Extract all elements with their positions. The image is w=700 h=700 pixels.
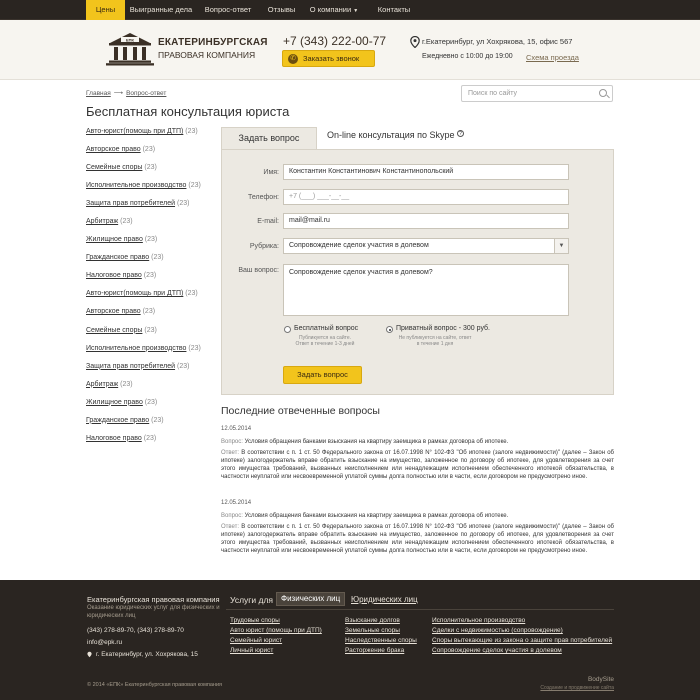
footer-tab-legal-entities[interactable]: Юридических лиц: [351, 595, 418, 604]
nav-item-won-cases[interactable]: Выигранные дела: [129, 5, 193, 14]
sidebar-item-count: (23): [144, 398, 158, 406]
qa-item: [221, 425, 614, 481]
footer-link[interactable]: Семейный юрист: [230, 637, 283, 644]
answer-key: Ответ:: [221, 450, 240, 456]
free-question-note-line2: Ответ в течение 1-3 дней: [295, 341, 355, 347]
form-tabs: [221, 127, 614, 149]
footer-copyright: © 2014 «ЕПК» Екатеринбургская правовая компания: [87, 682, 223, 688]
location-pin-icon: [410, 36, 420, 48]
question-form: [221, 149, 614, 395]
question-text: Условия обращения банками взыскания на квартиру заемщика в рамках договора об ипотеке.: [244, 513, 509, 519]
working-hours: Ежедневно с 10:00 до 19:00: [422, 53, 513, 60]
sidebar-item-count: (23): [177, 200, 190, 208]
sidebar-item[interactable]: [86, 399, 216, 417]
sidebar-item-count: (23): [142, 308, 156, 316]
sidebar-item[interactable]: [86, 363, 216, 381]
sidebar-item-label[interactable]: Семейные споры: [86, 326, 143, 334]
sidebar-categories: [86, 128, 216, 453]
sidebar-item[interactable]: [86, 381, 216, 399]
sidebar-item-count: (23): [185, 128, 198, 135]
sidebar-item-label[interactable]: Жилищное право: [86, 398, 143, 406]
footer-link[interactable]: Сопровождение сделок участия в долевом: [432, 647, 562, 654]
top-nav: [0, 0, 700, 20]
sidebar-item-count: (23): [188, 182, 201, 190]
footer-link[interactable]: Земельные споры: [345, 627, 400, 634]
sidebar-item[interactable]: [86, 308, 216, 326]
sidebar-item[interactable]: [86, 290, 216, 308]
answer-text: В соответствии с п. 1 ст. 50 Федерального закона от 16.07.1998 N° 102-ФЗ "Об ипотеке (залоге недвижимости)" (далее – Закон об ипотеке) залогодержатель вправе обратить взыскание на имущество, заложенное по договору об ипотеке, для удовлетворения за счет этого имущества требований, вызванных неисполнением или ненадлежащим исполнением обеспеченного ипотекой обязательства, в частности неуплатой или несвоевременной уплатой суммы долга полностью или в части, если договором не предусмотрено иное.: [221, 524, 614, 554]
recent-questions-title: Последние отвеченные вопросы: [221, 405, 380, 417]
footer-address: [87, 651, 198, 658]
footer-services-label: Услуги для: [230, 595, 274, 605]
private-question-note-line2: в течение 1 дня: [416, 341, 454, 347]
footer-phones: (343) 278-89-70, (343) 278-89-70: [87, 627, 184, 634]
header: [0, 20, 700, 80]
qa-item: [221, 499, 614, 555]
sidebar-item-count: (23): [143, 434, 157, 442]
sidebar-item[interactable]: [86, 272, 216, 290]
question-key: Вопрос:: [221, 513, 243, 519]
sidebar-item-count: (23): [177, 362, 190, 370]
callback-button[interactable]: [282, 50, 375, 67]
sidebar-item-label[interactable]: Авто-юрист(помощь при ДТП): [86, 128, 184, 135]
arrow-right-icon: ⟶: [113, 90, 124, 97]
nav-item-prices[interactable]: Цены: [86, 0, 125, 20]
qa-date: 12.05.2014: [221, 426, 252, 432]
header-address: г.Екатеринбург, ул Хохрякова, 15, офис 567: [422, 37, 573, 46]
footer-email-link[interactable]: info@epk.ru: [87, 639, 123, 646]
header-phone: +7 (343) 222-00-77: [283, 34, 387, 48]
sidebar-item-label[interactable]: Защита прав потребителей: [86, 200, 176, 208]
footer-link[interactable]: Личный юрист: [230, 647, 274, 654]
developer-note-link[interactable]: Создание и продвижение сайта: [540, 685, 614, 691]
page-title: Бесплатная консультация юриста: [86, 104, 290, 119]
nav-item-about[interactable]: [304, 0, 364, 20]
footer-link[interactable]: Сделки с недвижимостью (сопровождение): [432, 627, 563, 634]
rubric-select-value: Сопровождение сделок участия в долевом: [289, 242, 429, 249]
question-textarea[interactable]: Сопровождение сделок участия в долевом?: [283, 264, 569, 316]
nav-item-reviews[interactable]: Отзывы: [267, 5, 296, 14]
sidebar-item-count: (23): [120, 218, 133, 226]
caret-down-icon[interactable]: ▼: [554, 239, 568, 253]
footer-tab-individuals[interactable]: Физических лиц: [276, 592, 345, 606]
tab-skype-label: On-line консультация по Skype: [327, 130, 455, 140]
breadcrumb-home[interactable]: Главная: [86, 90, 111, 97]
qa-question: [221, 438, 614, 446]
sidebar-item-label[interactable]: Семейные споры: [86, 164, 143, 172]
sidebar-item-label[interactable]: Гражданское право: [86, 416, 150, 424]
free-question-label[interactable]: Бесплатный вопрос: [294, 325, 359, 332]
sidebar-item-label[interactable]: Арбитраж: [86, 218, 119, 226]
qa-question: [221, 512, 614, 520]
question-label: Ваш вопрос:: [238, 267, 279, 274]
phone-icon: ✆: [288, 54, 298, 64]
sidebar-item-count: (23): [185, 290, 198, 298]
footer: [0, 580, 700, 700]
developer-link[interactable]: BodySite: [587, 676, 614, 683]
breadcrumb: [86, 89, 166, 97]
footer-link[interactable]: Трудовые споры: [230, 617, 280, 624]
sidebar-item[interactable]: [86, 417, 216, 435]
nav-item-contacts[interactable]: Контакты: [377, 5, 411, 14]
sidebar-item-label[interactable]: Авто-юрист(помощь при ДТП): [86, 290, 184, 298]
sidebar-item-label[interactable]: Гражданское право: [86, 254, 150, 262]
footer-company-name: Екатеринбургская правовая компания: [87, 595, 220, 604]
qa-answer: [221, 449, 614, 481]
name-field[interactable]: Константин Константинович Константинопольский: [283, 164, 569, 180]
footer-link[interactable]: Расторжение брака: [345, 647, 405, 654]
sidebar-item[interactable]: [86, 345, 216, 363]
sidebar-item-label[interactable]: Арбитраж: [86, 380, 119, 388]
breadcrumb-current[interactable]: Вопрос-ответ: [126, 90, 167, 97]
footer-link[interactable]: Авто юрист (помощь при ДТП): [230, 627, 322, 634]
answer-key: Ответ:: [221, 524, 240, 530]
private-question-radio[interactable]: [386, 326, 393, 333]
rubric-select[interactable]: [283, 238, 569, 254]
search-icon[interactable]: [599, 89, 607, 97]
sidebar-item[interactable]: [86, 254, 216, 272]
sidebar-item-count: (23): [144, 326, 157, 334]
question-key: Вопрос:: [221, 439, 243, 445]
sidebar-item[interactable]: [86, 236, 216, 254]
sidebar-item-label[interactable]: Исполнительное производство: [86, 182, 187, 190]
sidebar-item-count: (23): [142, 146, 156, 154]
chevron-down-icon: ▼: [353, 8, 359, 14]
logo-subtitle: ПРАВОВАЯ КОМПАНИЯ: [158, 50, 256, 60]
sidebar-item-count: (23): [188, 344, 201, 352]
sidebar-item[interactable]: [86, 146, 216, 164]
footer-link[interactable]: Наследственные споры: [345, 637, 417, 644]
location-pin-icon: [87, 651, 92, 658]
sidebar-item-count: (23): [151, 416, 164, 424]
sidebar-item[interactable]: [86, 200, 216, 218]
logo-sign: ЕПК: [126, 37, 134, 43]
email-label: E-mail:: [257, 218, 279, 225]
logo-title: ЕКАТЕРИНБУРГСКАЯ: [158, 37, 268, 48]
answer-text: В соответствии с п. 1 ст. 50 Федерального закона от 16.07.1998 N° 102-ФЗ "Об ипотеке (залоге недвижимости)" (далее – Закон об ипотеке) залогодержатель вправе обратить взыскание на имущество, заложенное по договору об ипотеке, для удовлетворения за счет этого имущества требований, вызванных неисполнением или ненадлежащим исполнением обеспеченного ипотекой обязательства, в частности неуплатой или несвоевременной уплатой суммы долга полностью или в части, если договором не предусмотрено иное.: [221, 450, 614, 480]
footer-address-text: г. Екатеринбург, ул. Хохрякова, 15: [96, 651, 198, 658]
search-placeholder: Поиск по сайту: [468, 90, 518, 97]
footer-link[interactable]: Взыскание долгов: [345, 617, 400, 624]
help-icon[interactable]: ?: [457, 130, 464, 137]
sidebar-item-label[interactable]: Авторское право: [86, 308, 141, 316]
directions-link[interactable]: Схема проезда: [526, 53, 579, 62]
sidebar-item[interactable]: [86, 164, 216, 182]
rubric-label: Рубрика:: [249, 243, 279, 250]
question-text: Условия обращения банками взыскания на квартиру заемщика в рамках договора об ипотеке.: [244, 439, 509, 445]
sidebar-item[interactable]: [86, 327, 216, 345]
sidebar-item[interactable]: [86, 218, 216, 236]
submit-question-button[interactable]: Задать вопрос: [283, 366, 362, 384]
footer-link[interactable]: Споры вытекающие из закона о защите прав потребителей: [432, 637, 613, 644]
footer-description: Оказание юридических услуг для физических и юридических лиц: [87, 605, 220, 619]
sidebar-item[interactable]: [86, 435, 216, 453]
qa-answer: [221, 523, 614, 555]
footer-link[interactable]: Исполнительное производство: [432, 617, 526, 624]
sidebar-item-count: (23): [120, 380, 133, 388]
search-input[interactable]: [461, 85, 613, 102]
sidebar-item-count: (23): [144, 164, 157, 172]
sidebar-item-count: (23): [143, 272, 157, 280]
sidebar-item[interactable]: [86, 182, 216, 200]
free-question-note: [285, 335, 365, 347]
private-question-note: [385, 335, 485, 347]
sidebar-item-label[interactable]: Исполнительное производство: [86, 344, 187, 352]
footer-divider: [226, 609, 614, 610]
sidebar-item-count: (23): [151, 254, 164, 262]
sidebar-item-count: (23): [144, 236, 158, 244]
sidebar-item-label[interactable]: Жилищное право: [86, 236, 143, 244]
private-question-note-line1: Не публикуется на сайте, ответ: [398, 335, 472, 341]
sidebar-item-label[interactable]: Авторское право: [86, 146, 141, 154]
tab-ask-question[interactable]: Задать вопрос: [221, 127, 317, 149]
tab-skype-consultation[interactable]: [327, 130, 464, 140]
nav-item-about-label: О компании: [309, 5, 352, 14]
callback-button-label: Заказать звонок: [303, 54, 360, 63]
email-field[interactable]: mail@mail.ru: [283, 213, 569, 229]
sidebar-item[interactable]: [86, 128, 216, 146]
phone-field[interactable]: +7 (___) ___-__-__: [283, 189, 569, 205]
courthouse-logo-icon[interactable]: [106, 32, 154, 66]
private-question-label[interactable]: Приватный вопрос - 300 руб.: [396, 325, 490, 332]
sidebar-item-label[interactable]: Защита прав потребителей: [86, 362, 176, 370]
sidebar-item-label[interactable]: Налоговое право: [86, 272, 142, 280]
sidebar-item-label[interactable]: Налоговое право: [86, 434, 142, 442]
free-question-note-line1: Публикуется на сайте.: [298, 335, 352, 341]
name-label: Имя:: [263, 169, 279, 176]
phone-label: Телефон:: [248, 194, 279, 201]
free-question-radio[interactable]: [284, 326, 291, 333]
nav-item-faq[interactable]: Вопрос-ответ: [204, 5, 252, 14]
qa-date: 12.05.2014: [221, 500, 252, 506]
